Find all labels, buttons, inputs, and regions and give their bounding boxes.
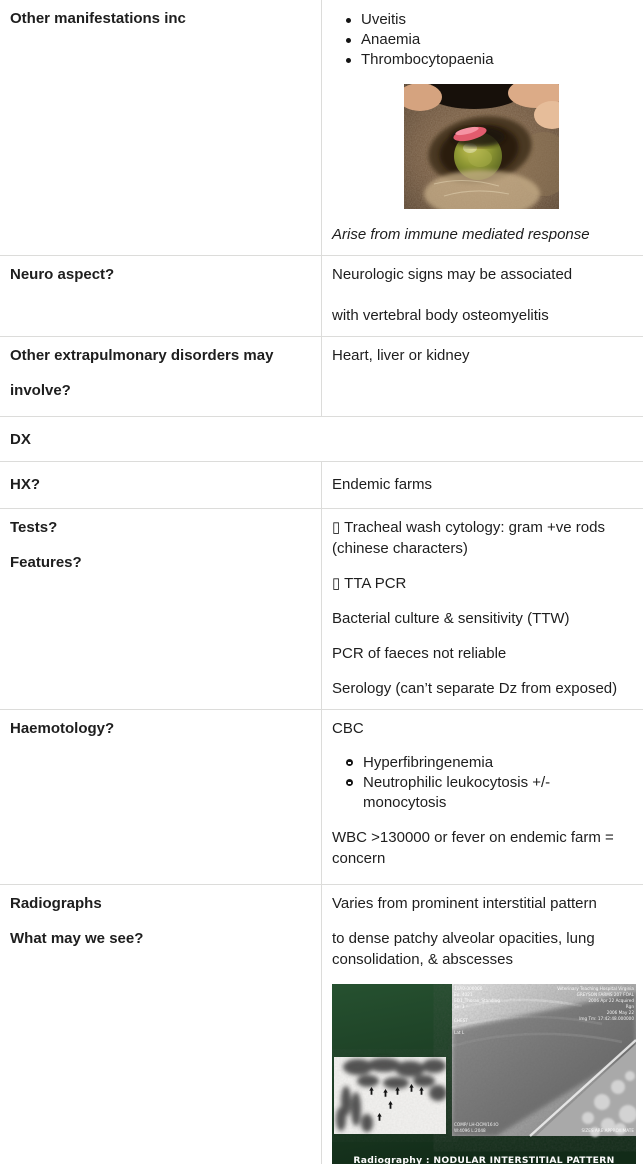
answer-text: with vertebral body osteomyelitis: [332, 307, 549, 324]
overlay-text: CHEST: [454, 1018, 468, 1023]
list-item: [346, 10, 631, 30]
list-item: [346, 30, 631, 50]
list-item-text: Thrombocytopaenia: [361, 51, 494, 68]
answer-text: to dense patchy alveolar opacities, lung consolidation, & abscesses: [332, 930, 595, 968]
overlay-text: Ex: 4021: [454, 992, 473, 997]
answer-text: PCR of faeces not reliable: [332, 645, 507, 662]
question-text: What may we see?: [10, 930, 144, 947]
overlay-text: 2006 May 22: [606, 1010, 634, 1015]
question-text: Haemotology?: [10, 720, 115, 737]
overlay-text: GREYSON FARMS 207 FOAL: [576, 992, 634, 997]
question-cell: [0, 256, 322, 336]
overlay-text: W:4096 L:2048: [454, 1128, 486, 1133]
list-item: [346, 773, 631, 813]
question-text: Other manifestations inc: [10, 10, 186, 27]
radiograph-slide-illustration: [332, 984, 636, 1164]
overlay-text: COMP/ LH-DCM/16:IO: [454, 1122, 499, 1127]
overlay-text: Lat L: [454, 1030, 465, 1035]
question-text: Radiographs: [10, 895, 102, 912]
question-cell: [0, 509, 322, 709]
answer-cell: [322, 885, 643, 1164]
slide-caption: Radiography : NODULAR INTERSTITIAL PATTERN: [353, 1155, 615, 1164]
table-row-extrapulmonary: [0, 336, 643, 416]
bullet-icon: [346, 38, 351, 43]
question-text: Other extrapulmonary disorders may: [10, 347, 274, 364]
question-text: Features?: [10, 554, 82, 571]
radiograph-slide-image: [332, 984, 636, 1164]
answer-text: ▯ TTA PCR: [332, 575, 407, 592]
answer-text: Serology (can’t separate Dz from exposed): [332, 680, 618, 697]
section-header-cell: [0, 417, 643, 460]
question-text: involve?: [10, 382, 71, 399]
lateral-thorax-xray: [452, 984, 636, 1137]
bullet-icon: [346, 58, 351, 63]
image-caption: Arise from immune mediated response: [332, 226, 590, 243]
overlay-text: Se: 1: [454, 1004, 465, 1009]
section-header-text: DX: [10, 431, 31, 448]
answer-text: ▯ Tracheal wash cytology: gram +ve rods (chinese characters): [332, 519, 605, 557]
table-row-tests: [0, 508, 643, 709]
uveitis-eye-image: [404, 84, 559, 209]
question-cell: [0, 462, 322, 508]
bullet-icon: [346, 18, 351, 23]
table-row-hx: [0, 461, 643, 508]
bullet-list: [332, 10, 631, 70]
answer-cell: [322, 0, 643, 255]
question-text: Tests?: [10, 519, 58, 536]
table-row-manifestations: [0, 0, 643, 255]
question-text: HX?: [10, 476, 40, 493]
question-cell: [0, 337, 322, 416]
table-row-haematology: [0, 709, 643, 884]
overlay-text: EQ1_Thorax_Standing: [454, 998, 500, 1003]
question-cell: [0, 0, 322, 255]
answer-cell: [322, 462, 643, 508]
nodular-pattern-xray: [334, 1057, 447, 1134]
answer-text: CBC: [332, 720, 364, 737]
answer-cell: [322, 509, 643, 709]
overlay-text: Rgn: [625, 1004, 634, 1009]
answer-cell: [322, 256, 643, 336]
overlay-text: SIZES ARE APPROXIMATE: [581, 1128, 634, 1133]
asterisk-bullet-icon: [346, 759, 353, 766]
table-row-neuro: [0, 255, 643, 336]
table-row-radiographs: [0, 884, 643, 1164]
question-cell: [0, 885, 322, 1164]
bullet-list: [332, 753, 631, 813]
overlay-text: Veterinary Teaching Hospital Virginia: [557, 986, 634, 991]
answer-text: Neurologic signs may be associated: [332, 266, 573, 283]
question-cell: [0, 710, 322, 884]
list-item: [346, 50, 631, 70]
answer-cell: [322, 710, 643, 884]
asterisk-bullet-icon: [346, 779, 353, 786]
uveitis-eye-illustration: [404, 84, 559, 209]
answer-text: Heart, liver or kidney: [332, 347, 470, 364]
table-row-dx: [0, 416, 643, 461]
answer-text: WBC >130000 or fever on endemic farm = concern: [332, 829, 614, 867]
question-text: Neuro aspect?: [10, 266, 115, 283]
list-item-text: Hyperfibringenemia: [363, 754, 494, 771]
answer-text: Varies from prominent interstitial pattern: [332, 895, 597, 912]
list-item: [346, 753, 631, 773]
answer-text: Endemic farms: [332, 476, 433, 493]
list-item-text: Anaemia: [361, 31, 421, 48]
answer-cell: [322, 337, 643, 416]
list-item-text: Neutrophilic leukocytosis +/- monocytosis: [363, 774, 551, 811]
overlay-text: 2006 Apr 22 Acquired: [588, 998, 634, 1003]
overlay-text: 10A0-000006: [454, 986, 483, 991]
list-item-text: Uveitis: [361, 11, 407, 28]
overlay-text: Img Tm: 17:42:48.000000: [579, 1016, 634, 1021]
answer-text: Bacterial culture & sensitivity (TTW): [332, 610, 570, 627]
